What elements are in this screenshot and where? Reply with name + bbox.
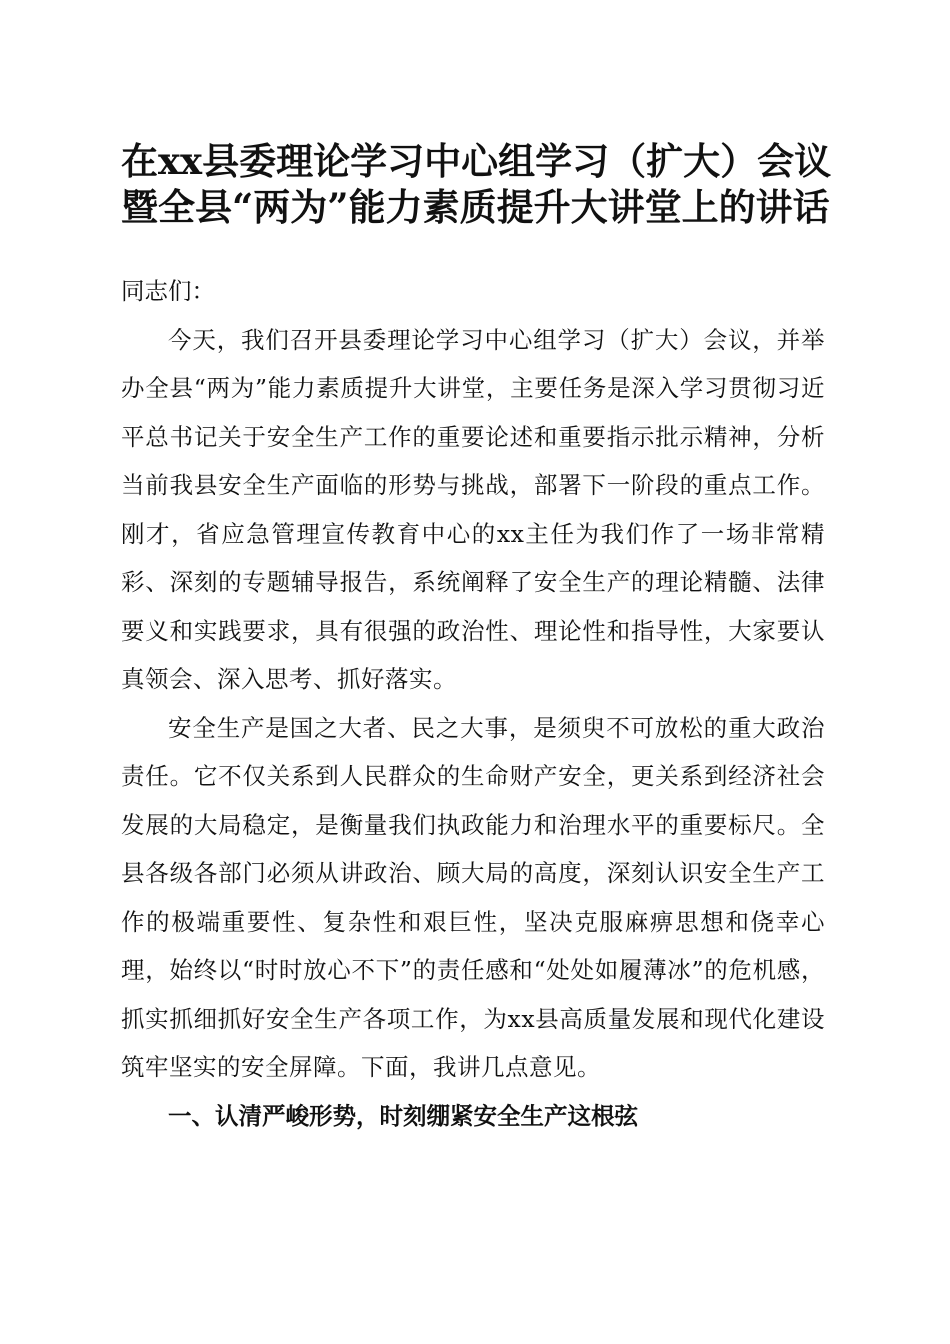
body-paragraph-2: 安全生产是国之大者、民之大事，是须臾不可放松的重大政治责任。它不仅关系到人民群众的生命财产安全，更关系到经济社会发展的大局稳定，是衡量我们执政能力和治理水平的重要标尺。全县各级各部门必须从讲政治、顾大局的高度，深刻认识安全生产工作的极端重要性、复杂性和艰巨性，坚决克服麻痹思想和侥幸心理，始终以“时时放心不下”的责任感和“处处如履薄冰”的危机感，抓实抓细抓好安全生产各项工作，为xx县高质量发展和现代化建设筑牢坚实的安全屏障。下面，我讲几点意见。 xyxy=(121,713,825,1081)
document-page xyxy=(121,138,832,1140)
title-line-1: 在xx县委理论学习中心组学习（扩大）会议 xyxy=(121,139,832,183)
document-title xyxy=(121,138,832,230)
body-paragraph-1: 今天，我们召开县委理论学习中心组学习（扩大）会议，并举办全县“两为”能力素质提升大讲堂，主要任务是深入学习贯彻习近平总书记关于安全生产工作的重要论述和重要指示批示精神，分析当前我县安全生产面临的形势与挑战，部署下一阶段的重点工作。刚才，省应急管理宣传教育中心的xx主任为我们作了一场非常精彩、深刻的专题辅导报告，系统阐释了安全生产的理论精髓、法律要义和实践要求，具有很强的政治性、理论性和指导性，大家要认真领会、深入思考、抓好落实。 xyxy=(121,325,825,693)
title-line-2: 暨全县“两为”能力素质提升大讲堂上的讲话 xyxy=(121,185,830,229)
section-heading: 一、认清严峻形势，时刻绷紧安全生产这根弦 xyxy=(168,1101,638,1130)
salutation: 同志们： xyxy=(121,277,215,305)
